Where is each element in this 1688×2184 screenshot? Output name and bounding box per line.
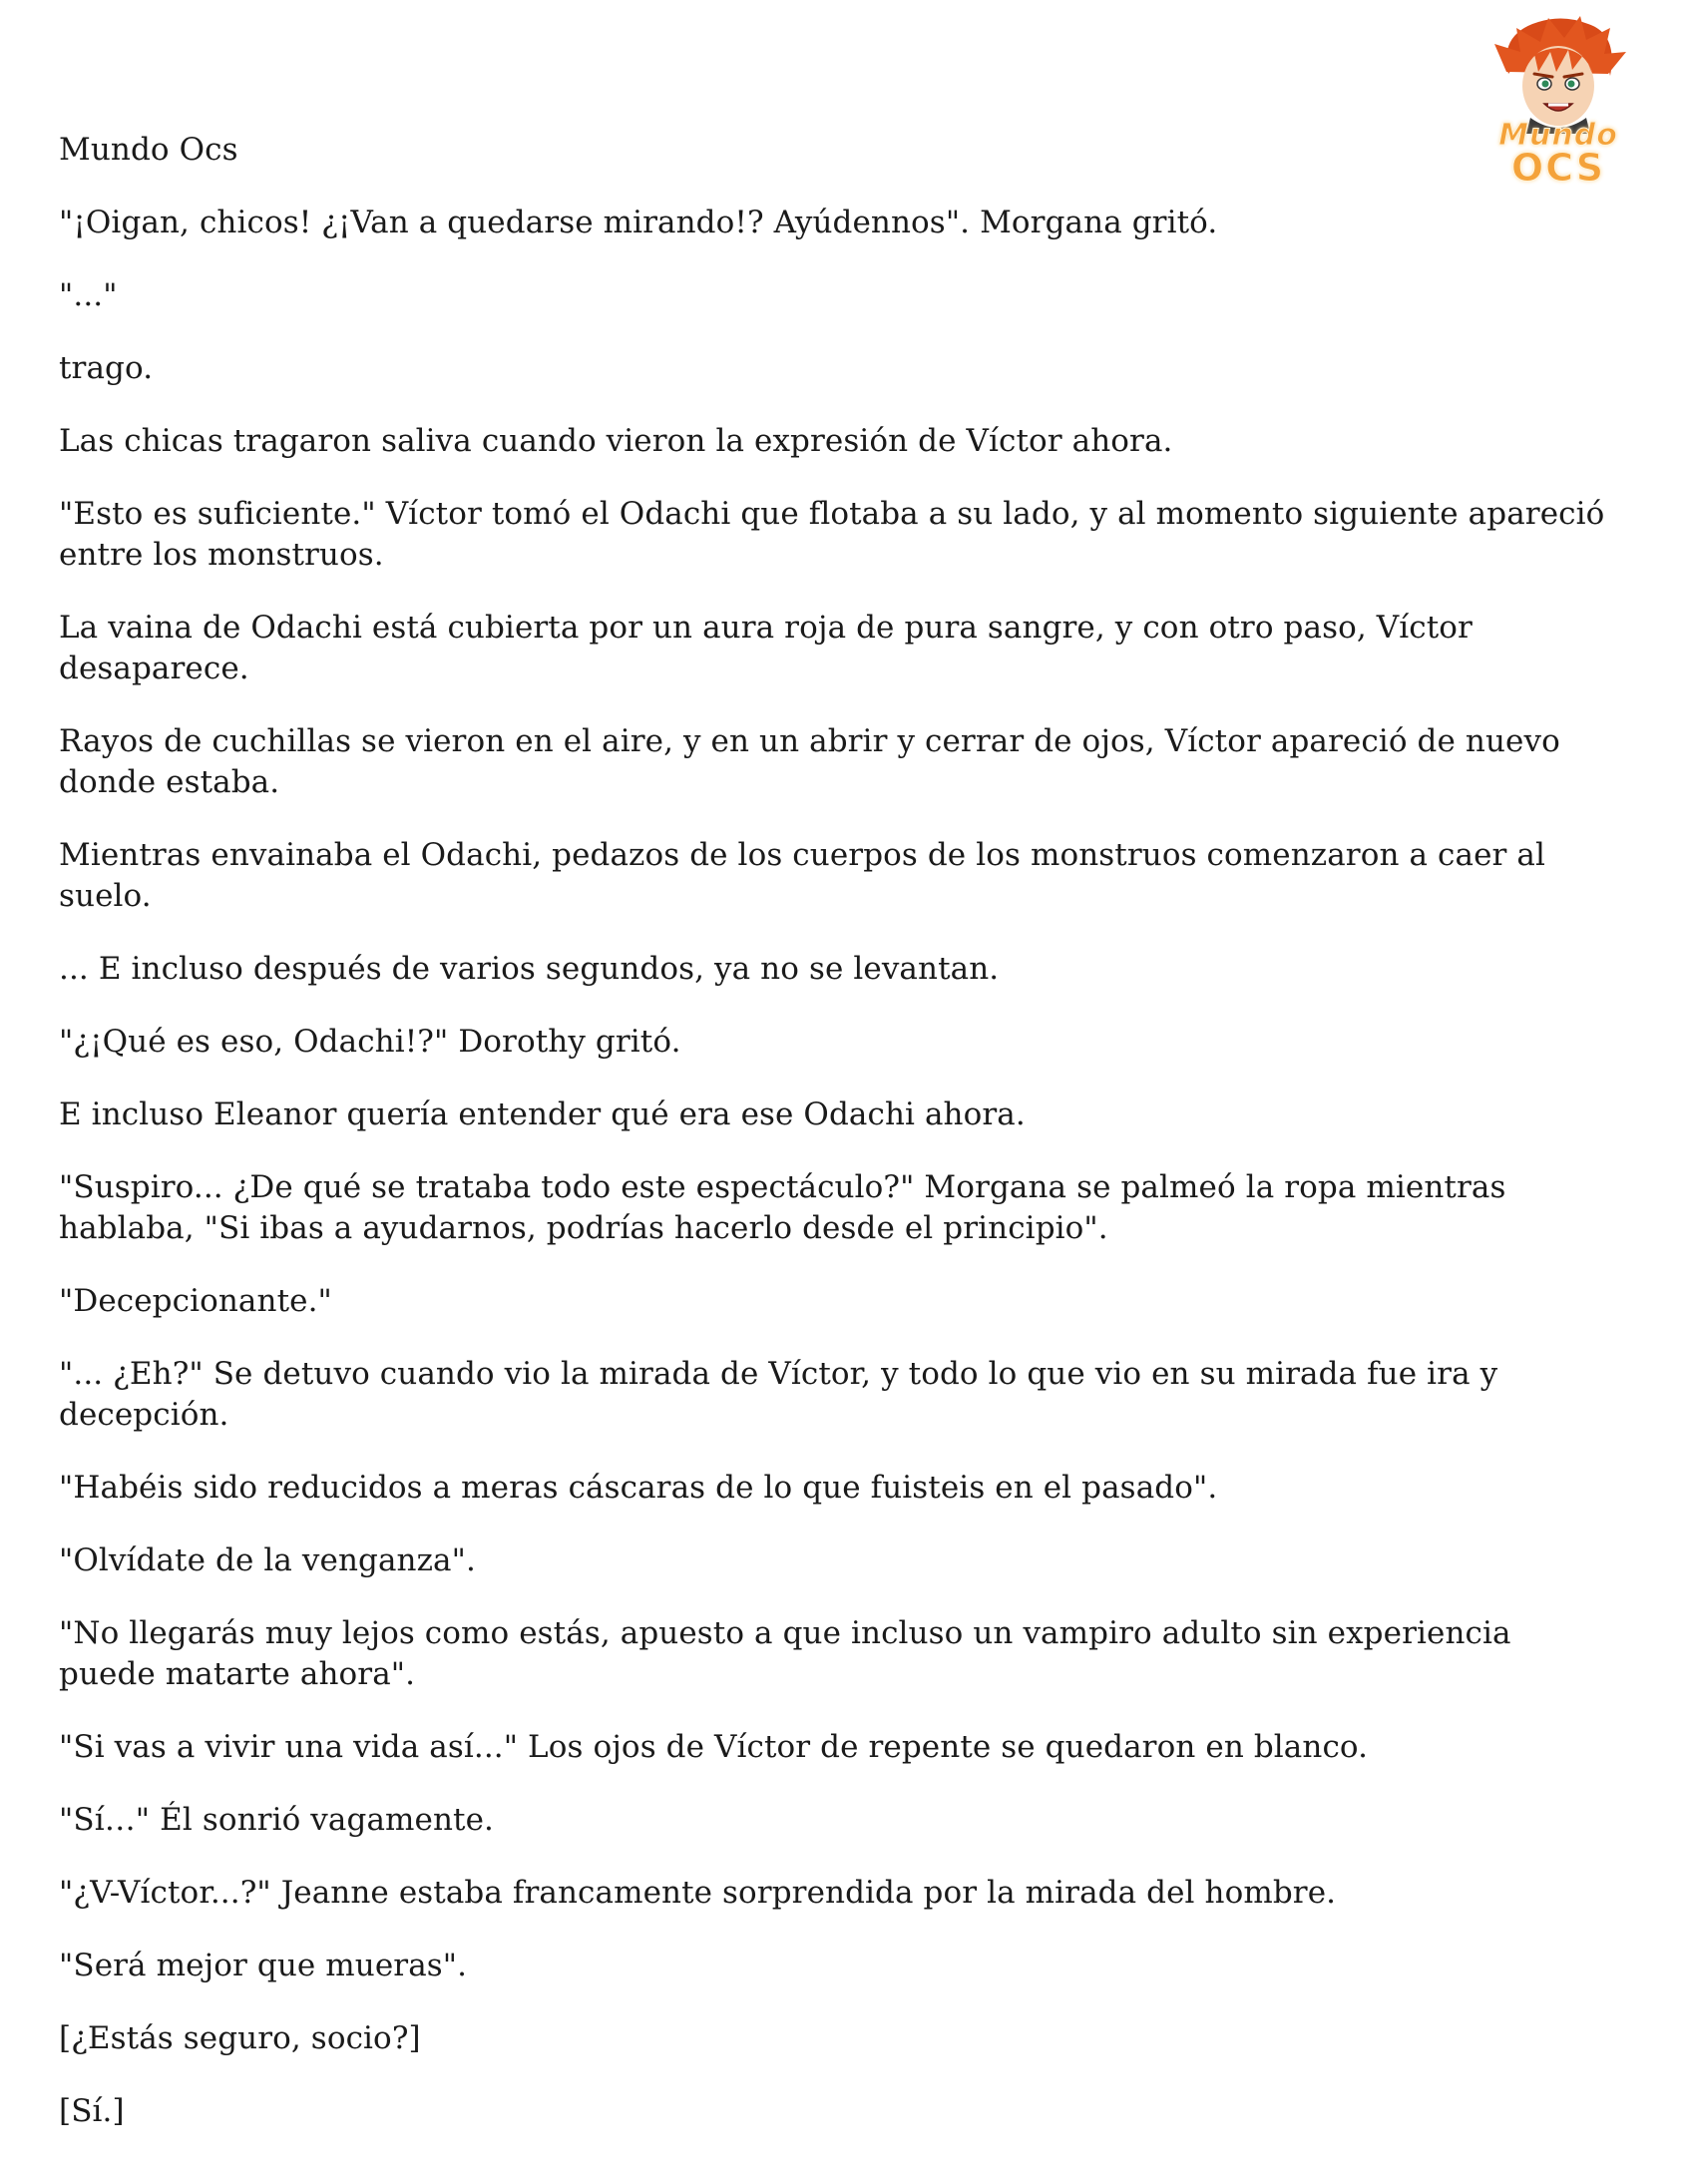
paragraph: "..." <box>59 277 118 313</box>
character-face-icon <box>1469 14 1648 134</box>
paragraph: "No llegarás muy lejos como estás, apuesto a que incluso un vampiro adulto sin experiencia puede matarte ahora". <box>59 1615 1511 1692</box>
paragraph: "Si vas a vivir una vida así..." Los ojos de Víctor de repente se quedaron en blanco. <box>59 1729 1369 1765</box>
paragraph: La vaina de Odachi está cubierta por un aura roja de pura sangre, y con otro paso, Víctor desaparece. <box>59 610 1473 686</box>
paragraph: "Suspiro... ¿De qué se trataba todo este espectáculo?" Morgana se palmeó la ropa mientras hablaba, "Si ibas a ayudarnos, podrías hacerlo desde el principio". <box>59 1169 1506 1246</box>
paragraph: "Sí…" Él sonrió vagamente. <box>59 1802 494 1838</box>
paragraph: Rayos de cuchillas se vieron en el aire, y en un abrir y cerrar de ojos, Víctor apareció de nuevo donde estaba. <box>59 723 1560 800</box>
paragraph: "Olvídate de la venganza". <box>59 1542 476 1578</box>
paragraph: "Esto es suficiente." Víctor tomó el Odachi que flotaba a su lado, y al momento siguiente apareció entre los monstruos. <box>59 496 1605 573</box>
paragraph: "¡Oigan, chicos! ¿¡Van a quedarse mirando!? Ayúdennos". Morgana gritó. <box>59 205 1218 240</box>
paragraph: E incluso Eleanor quería entender qué era ese Odachi ahora. <box>59 1096 1026 1132</box>
paragraph: Mientras envainaba el Odachi, pedazos de los cuerpos de los monstruos comenzaron a caer al suelo. <box>59 837 1545 914</box>
paragraph: "¿V-Víctor...?" Jeanne estaba francamente sorprendida por la mirada del hombre. <box>59 1875 1337 1911</box>
paragraph: "¿¡Qué es eso, Odachi!?" Dorothy gritó. <box>59 1024 681 1060</box>
paragraph: "Habéis sido reducidos a meras cáscaras de lo que fuisteis en el pasado". <box>59 1470 1218 1506</box>
paragraph-header: Mundo Ocs <box>59 132 238 168</box>
paragraph: Las chicas tragaron saliva cuando vieron la expresión de Víctor ahora. <box>59 423 1173 459</box>
story-text <box>59 130 1615 2164</box>
paragraph: "... ¿Eh?" Se detuvo cuando vio la mirada de Víctor, y todo lo que vio en su mirada fue ira y decepción. <box>59 1356 1498 1433</box>
logo-text-ocs: OCS <box>1510 146 1606 190</box>
logo-text-mundo: Mundo <box>1498 118 1618 153</box>
paragraph: ... E incluso después de varios segundos, ya no se levantan. <box>59 951 1000 987</box>
paragraph: trago. <box>59 350 154 386</box>
paragraph: "Será mejor que mueras". <box>59 1948 468 1983</box>
paragraph: "Decepcionante." <box>59 1283 332 1319</box>
paragraph: [Sí.] <box>59 2093 125 2129</box>
paragraph: [¿Estás seguro, socio?] <box>59 2020 421 2056</box>
